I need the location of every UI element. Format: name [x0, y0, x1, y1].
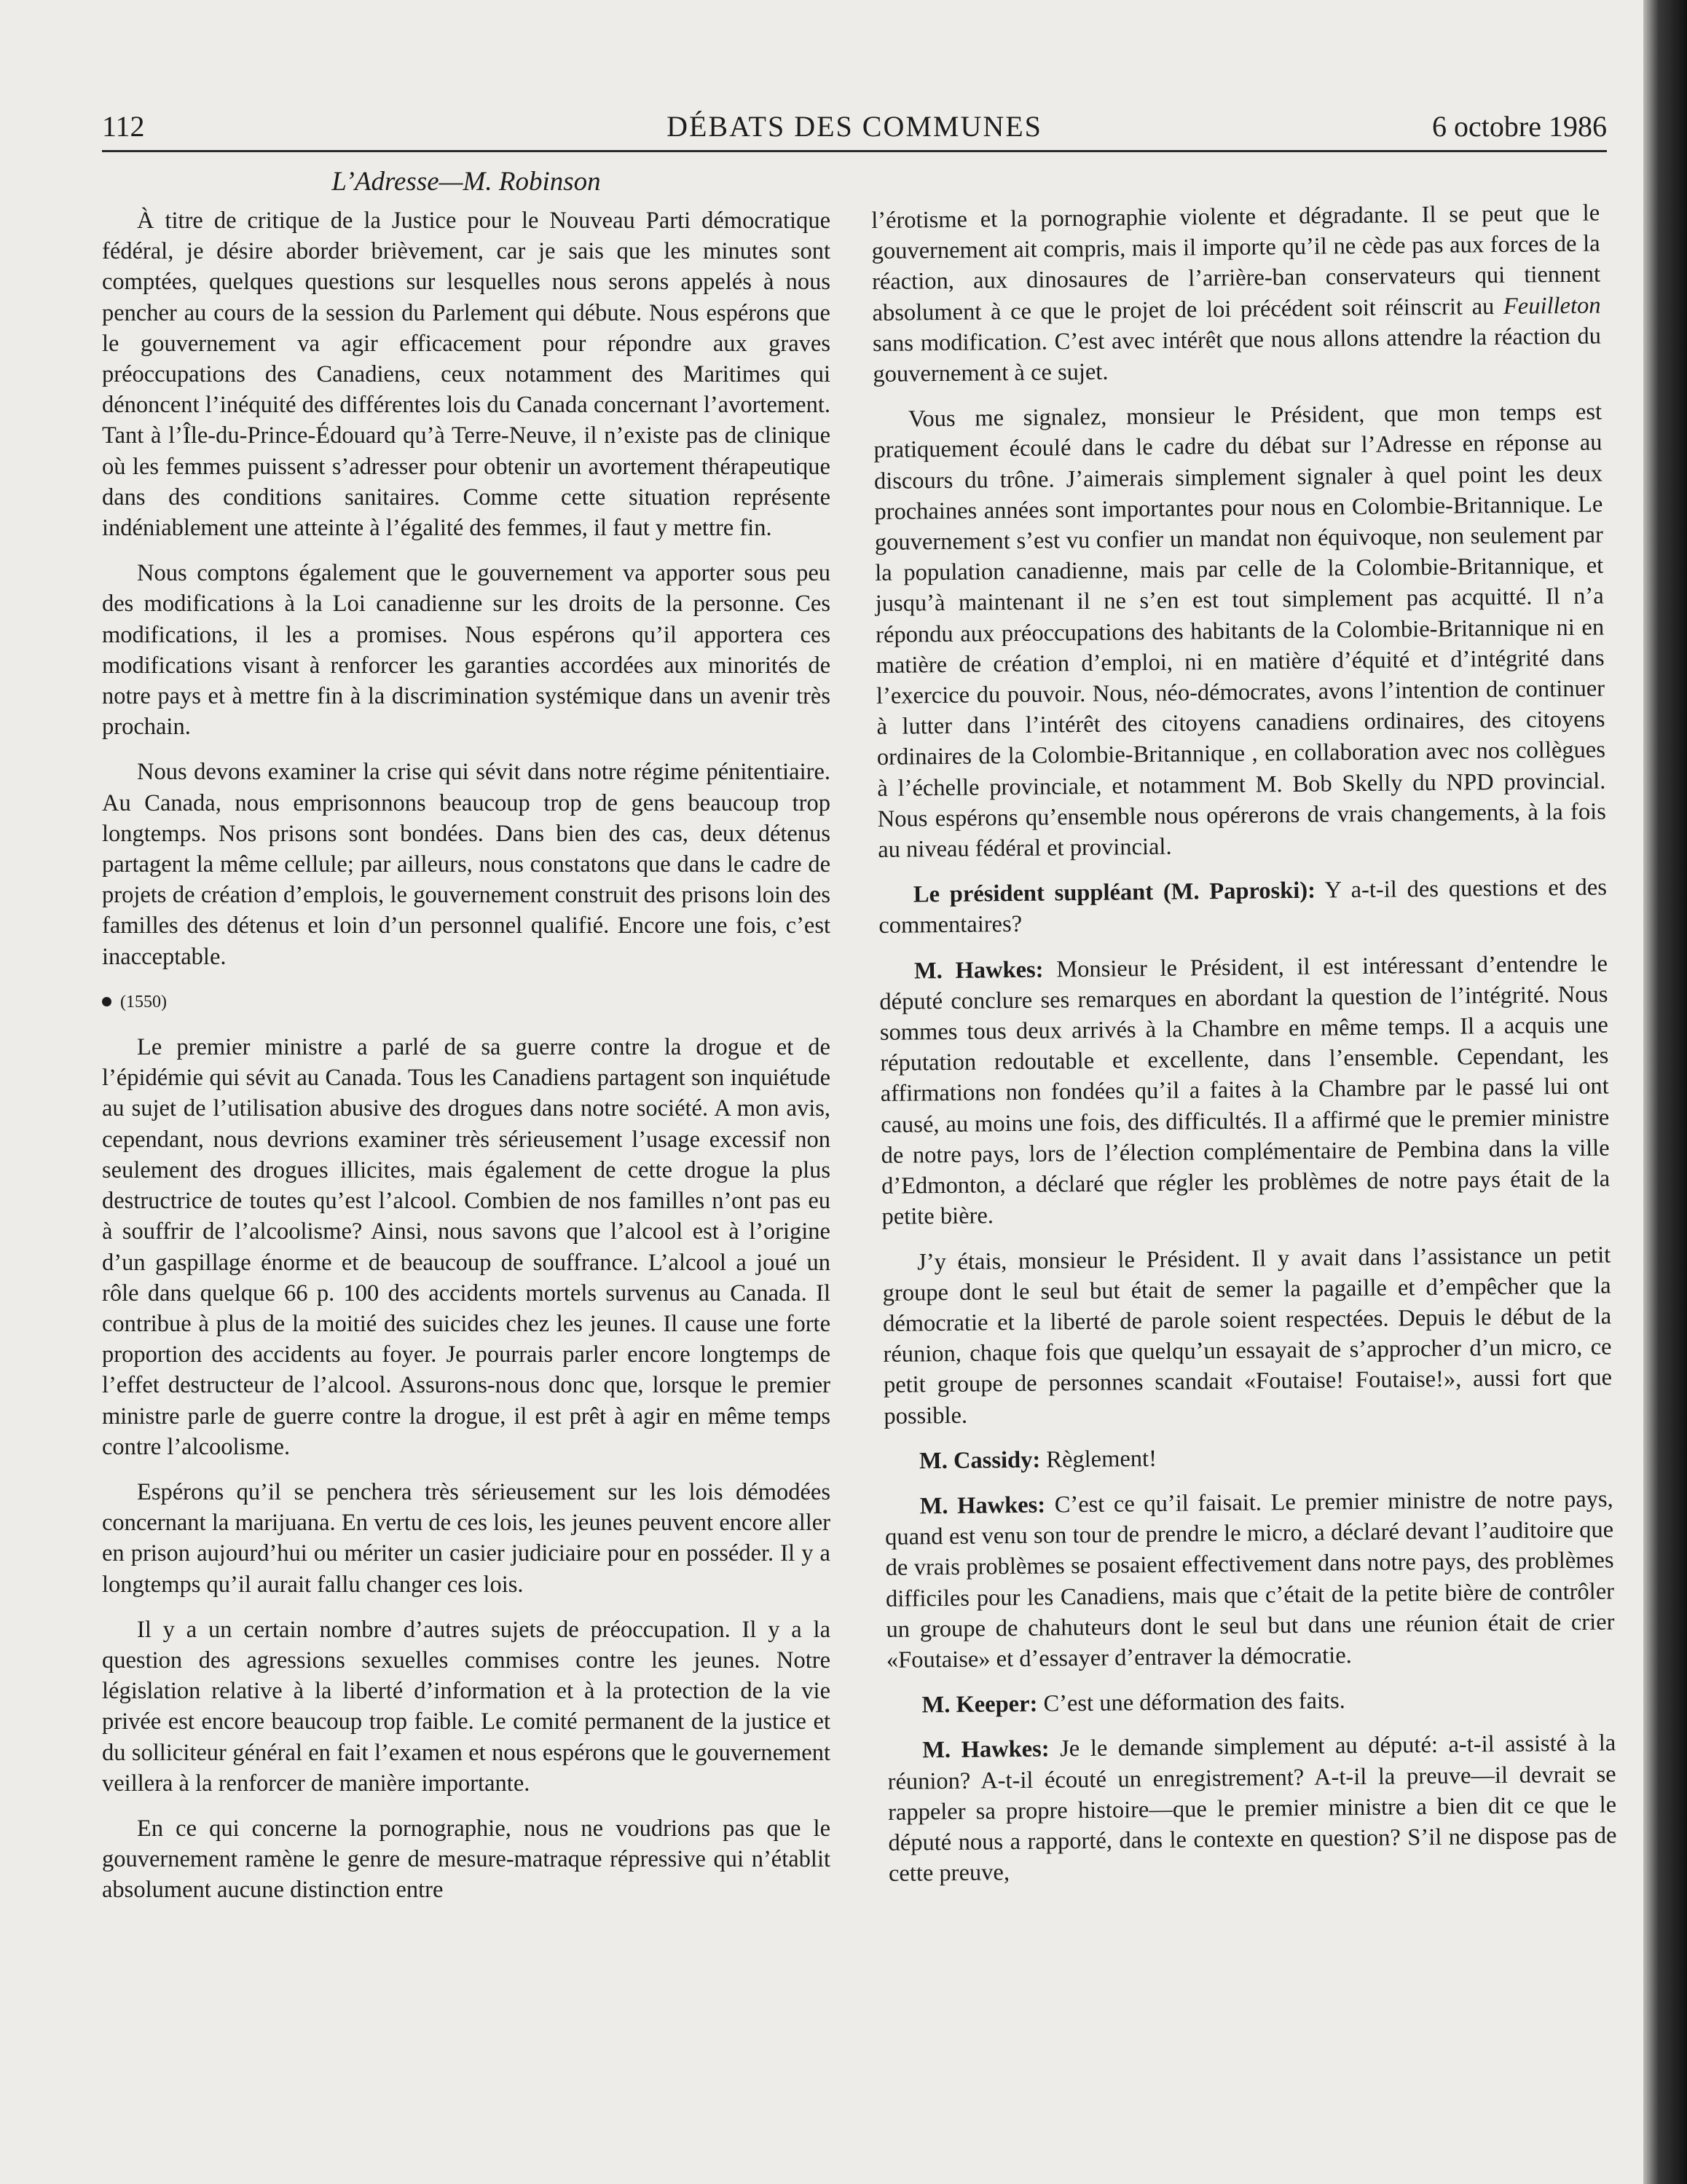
italic-title: Feuilleton	[1503, 292, 1601, 320]
speech	[886, 1683, 1615, 1722]
paragraph-text: sans modification. C’est avec intérêt que nous allons attendre la réaction du gouvernement à ce sujet.	[872, 323, 1602, 388]
speech-text: Règlement!	[1046, 1445, 1157, 1473]
speaker-name: Le président suppléant (M. Paproski):	[913, 877, 1316, 908]
speaker-name: M. Hawkes:	[919, 1491, 1046, 1520]
speech-text: Monsieur le Président, il est intéressant d’entendre le député conclure ses remarques en abordant la question de l’intégrité. Nous sommes tous deux arrivés à la Chambre en même temps. Il a acquis une réputation redoutable et excellente, dans l’ensemble. Cependant, les affirmations non fondées qu’il a faites à la Chambre par le passé lui ont causé, au moins une fois, des difficultés. Il a affirmé que le premier ministre de notre pays, lors de l’élection complémentaire de Pembina dans la ville d’Edmonton, a déclaré que régler les problèmes de notre pays était de la petite bière.	[879, 950, 1611, 1231]
paragraph: Nous devons examiner la crise qui sévit dans notre régime pénitentiaire. Au Canada, nous emprisonnons beaucoup trop de gens beaucoup trop longtemps. Nos prisons sont bondées. Dans bien des cas, deux détenus partagent la même cellule; par ailleurs, nous constatons que dans le cadre de projets de création d’emplois, le gouvernement construit des prisons loin des familles des détenus et loin d’un personnel qualifié. Encore une fois, c’est inacceptable.	[102, 759, 830, 970]
paragraph: Vous me signalez, monsieur le Président, que mon temps est pratiquement écoulé dans le cadre du débat sur l’Adresse en réponse au discours du trône. J’aimerais simplement signaler à quel point les deux prochaines années sont importantes pour nous en Colombie-Britannique. Le gouvernement s’est vu confier un mandat non équivoque, non seulement par la population canadienne, mais par celle de la Colombie-Britannique, et jusqu’à maintenant il ne s’en est tout simplement pas acquitté. Il n’a répondu aux préoccupations des habitants de la Colombie-Britannique ni en matière de création d’emploi, ni en matière d’équité et d’intégrité dans l’exercice du pouvoir. Nous, néo-démocrates, avons l’intention de continuer à lutter dans l’intérêt des citoyens canadiens ordinaires, des citoyens ordinaires de la Colombie-Britannique , en collaboration avec nos collègues à l’échelle provinciale, et notamment M. Bob Skelly du NPD provincial. Nous espérons qu’ensemble nous opérerons de vrais changements, à la fois au niveau fédéral et provincial.	[873, 398, 1606, 864]
speech-text: Je le demande simplement au député: a-t-il assisté à la réunion? A-t-il écouté un enregistrement? A-t-il la preuve—il devrait se rappeler sa propre histoire—que le premier ministre a bien dit ce que le député nous a rapporté, dans le contexte en question? S’il ne dispose pas de cette preuve,	[887, 1730, 1617, 1888]
paragraph-continued	[871, 198, 1602, 390]
paragraph: À titre de critique de la Justice pour le Nouveau Parti démocratique fédéral, je désire aborder brièvement, car je sais que les minutes sont comptées, quelques questions sur lesquelles nous serons appelés à nous pencher au cours de la session du Parlement qui débute. Nous espérons que le gouvernement va agir efficacement pour répondre aux graves préoccupations des Canadiens, ceux notamment des Maritimes qui dénoncent l’inéquité des différentes lois du Canada concernant l’avortement. Tant à l’Île-du-Prince-Édouard qu’à Terre-Neuve, il n’existe pas de clinique où les femmes puissent s’adresser pour obtenir un avortement thérapeutique dans des conditions sanitaires. Comme cette situation représente indéniablement une atteinte à l’égalité des femmes, il faut y mettre fin.	[102, 208, 830, 542]
speech	[879, 948, 1611, 1232]
paragraph: J’y étais, monsieur le Président. Il y avait dans l’assistance un petit groupe dont le seul but était de semer la pagaille et d’empêcher que la démocratie et la liberté de parole soient respectées. Depuis le début de la réunion, chaque fois que quelqu’un essayait de s’approcher d’un micro, ce petit groupe de personnes scandait «Foutaise! Foutaise!», aussi fort que possible.	[882, 1241, 1613, 1430]
page-number: 112	[102, 110, 145, 143]
time-marker	[102, 987, 830, 1017]
speaker-name: M. Hawkes:	[922, 1735, 1050, 1764]
right-column	[871, 198, 1617, 1904]
speaker-name: M. Hawkes:	[913, 956, 1044, 985]
paragraph-text: l’érotisme et la pornographie violente et dégradante. Il se peut que le gouvernement ait compris, mais il importe qu’il ne cède pas aux forces de la réaction, aux dinosaures de l’arrière-ban conservateurs qui tiennent absolument à ce que le projet de loi précédent soit réinscrit au	[871, 200, 1601, 326]
paragraph: Il y a un certain nombre d’autres sujets de préoccupation. Il y a la question des agressions sexuelles commises contre les jeunes. Notre législation relative à la liberté d’information et à la protection de la vie privée est encore beaucoup trop faible. Le comité permanent de la justice et du solliciteur général en fait l’examen et nous espérons que le gouvernement veillera à la renforcer de manière importante.	[102, 1616, 830, 1797]
publication-title: DÉBATS DES COMMUNES	[666, 110, 1042, 143]
paragraph: Nous comptons également que le gouvernement va apporter sous peu des modifications à la Loi canadienne sur les droits de la personne. Ces modifications, il les a promises. Nous espérons qu’il apportera ces modifications visant à renforcer les garanties accordées aux minorités de notre pays et à mettre fin à la discrimination systémique dans un avenir très prochain.	[102, 560, 830, 741]
paragraph: Le premier ministre a parlé de sa guerre contre la drogue et de l’épidémie qui sévit au Canada. Tous les Canadiens partagent son inquiétude au sujet de l’utilisation abusive des drogues dans notre société. A mon avis, cependant, nous devrions examiner très sérieusement l’usage excessif non seulement des drogues illicites, mais également de cette drogue la plus destructrice de toutes qu’est l’alcool. Combien de nos familles n’ont pas eu à souffrir de l’alcoolisme? Ainsi, nous savons que l’alcool est à l’origine d’un gaspillage énorme et de beaucoup de souffrance. L’alcool a joué un rôle dans quelque 66 p. 100 des accidents mortels survenus au Canada. Il contribue à plus de la moitié des suicides chez les jeunes. Il cause une forte proportion des accidents au foyer. Je pourrais parler encore longtemps de l’effet destructeur de l’alcool. Assurons-nous donc que, lorsque le premier ministre parle de guerre contre la drogue, il est prêt à agir en même temps contre l’alcoolisme.	[102, 1034, 830, 1460]
speech-text: C’est une déformation des faits.	[1043, 1687, 1345, 1717]
speech-text: C’est ce qu’il faisait. Le premier ministre de notre pays, quand est venu son tour de prendre le micro, a déclaré devant l’auditoire que de vrais problèmes se posaient effectivement dans notre pays, des problèmes difficiles pour les Canadiens, mais que c’était de la petite bière de contrôler un groupe de chahuteurs dont le seul but dans une réunion était de crier «Foutaise» et d’essayer d’entraver la démocratie.	[884, 1486, 1615, 1674]
header-rule	[102, 150, 1607, 152]
paragraph: En ce qui concerne la pornographie, nous ne voudrions pas que le gouvernement ramène le genre de mesure-matraque répressive qui n’établit absolument aucune distinction entre	[102, 1815, 830, 1904]
speech	[887, 1728, 1617, 1889]
left-column	[102, 205, 830, 1920]
time-marker-label: (1550)	[120, 992, 167, 1012]
speaker-name: M. Keeper:	[921, 1690, 1038, 1719]
speech	[884, 1483, 1615, 1676]
section-title: L’Adresse—M. Robinson	[331, 167, 601, 197]
speech	[884, 1438, 1613, 1477]
bullet-icon	[102, 997, 111, 1006]
publication-date: 6 octobre 1986	[1432, 110, 1607, 143]
speech	[878, 872, 1608, 942]
book-binding-edge	[1643, 0, 1687, 2184]
speech-text: Y a-t-il des questions et des commentaires?	[878, 874, 1608, 939]
paragraph: Espérons qu’il se penchera très sérieusement sur les lois démodées concernant la marijuana. En vertu de ces lois, les jeunes peuvent encore aller en prison aujourd’hui ou mériter un casier judiciaire pour en posséder. Il y a longtemps qu’il aurait fallu changer ces lois.	[102, 1478, 830, 1598]
speaker-name: M. Cassidy:	[919, 1446, 1041, 1475]
running-header	[102, 109, 1607, 150]
